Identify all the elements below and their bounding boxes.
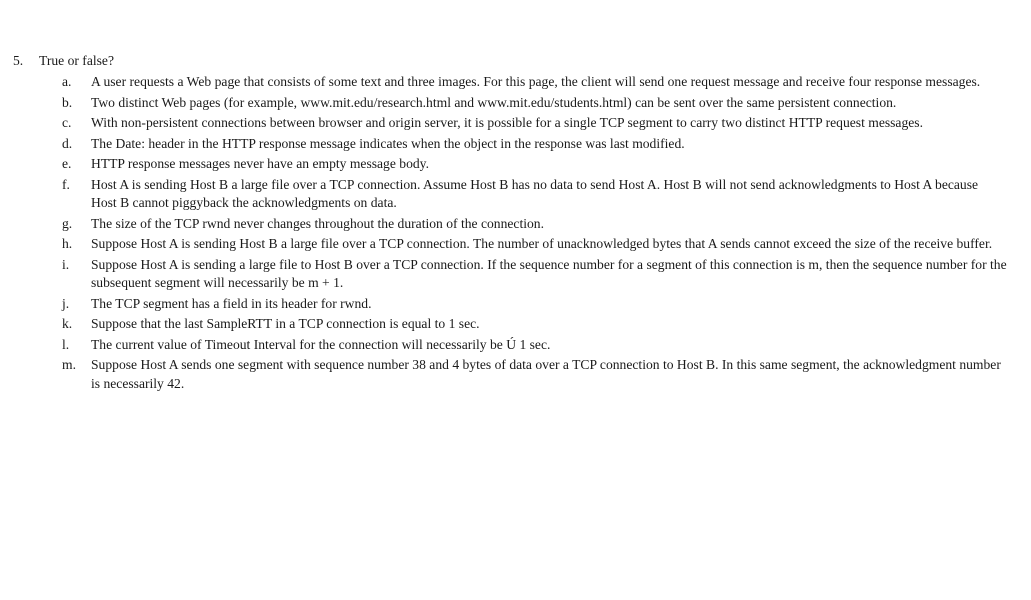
list-item-c bbox=[62, 114, 1007, 133]
item-marker: a. bbox=[62, 74, 72, 89]
item-text: Suppose that the last SampleRTT in a TCP connection is equal to 1 sec. bbox=[91, 316, 480, 331]
item-text: The current value of Timeout Interval for the connection will necessarily be Ú 1 sec. bbox=[91, 336, 551, 352]
item-text: Suppose Host A is sending a large file to Host B over a TCP connection. If the sequence number for a segment of this connection is m, then the sequence number for the subsequent segment will necessarily be m + 1. bbox=[91, 256, 1007, 290]
item-text: Host A is sending Host B a large file over a TCP connection. Assume Host B has no data to send Host A. Host B will not send acknowledgments to Host A because Host B cannot piggyback the acknowledgments on data. bbox=[91, 176, 979, 210]
list-item-l bbox=[62, 336, 1007, 355]
item-text: Suppose Host A sends one segment with sequence number 38 and 4 bytes of data over a TCP connection to Host B. In this same segment, the acknowledgment number is necessarily 42. bbox=[91, 357, 1001, 391]
item-text: HTTP response messages never have an empty message body. bbox=[91, 156, 429, 171]
list-item-e bbox=[62, 155, 1007, 174]
list-item-g bbox=[62, 215, 1007, 234]
list-item-h bbox=[62, 235, 1007, 254]
item-marker: e. bbox=[62, 156, 72, 171]
item-text: With non-persistent connections between browser and origin server, it is possible for a single TCP segment to carry two distinct HTTP request messages. bbox=[91, 115, 923, 130]
question-items-list bbox=[62, 73, 1007, 395]
list-item-m bbox=[62, 356, 1007, 393]
question-header bbox=[13, 52, 114, 70]
item-text: Suppose Host A is sending Host B a large file over a TCP connection. The number of unacknowledged bytes that A sends cannot exceed the size of the receive buffer. bbox=[91, 236, 993, 251]
item-marker: d. bbox=[62, 135, 73, 151]
item-marker: c. bbox=[62, 115, 72, 130]
item-marker: i. bbox=[62, 256, 70, 272]
list-item-i bbox=[62, 256, 1007, 293]
item-marker: h. bbox=[62, 236, 73, 251]
item-marker: l. bbox=[62, 336, 70, 352]
list-item-j bbox=[62, 295, 1007, 314]
question-number: 5. bbox=[13, 53, 24, 68]
question-title: True or false? bbox=[39, 53, 114, 68]
item-marker: k. bbox=[62, 316, 73, 331]
list-item-a bbox=[62, 73, 1007, 92]
item-marker: g. bbox=[62, 215, 73, 231]
item-marker: b. bbox=[62, 94, 73, 110]
item-text: Two distinct Web pages (for example, www.mit.edu/research.html and www.mit.edu/students.html) can be sent over the same persistent connection. bbox=[91, 94, 897, 110]
item-marker: m. bbox=[62, 357, 76, 372]
item-text: A user requests a Web page that consists of some text and three images. For this page, the client will send one request message and receive four response messages. bbox=[91, 74, 981, 89]
list-item-k bbox=[62, 315, 1007, 334]
item-marker: j. bbox=[62, 295, 70, 311]
list-item-d bbox=[62, 135, 1007, 154]
item-marker: f. bbox=[62, 176, 70, 192]
list-item-b bbox=[62, 94, 1007, 113]
item-text: The Date: header in the HTTP response message indicates when the object in the response was last modified. bbox=[91, 135, 685, 151]
list-item-f bbox=[62, 176, 1007, 213]
item-text: The size of the TCP rwnd never changes throughout the duration of the connection. bbox=[91, 215, 545, 231]
item-text: The TCP segment has a field in its header for rwnd. bbox=[91, 295, 372, 311]
